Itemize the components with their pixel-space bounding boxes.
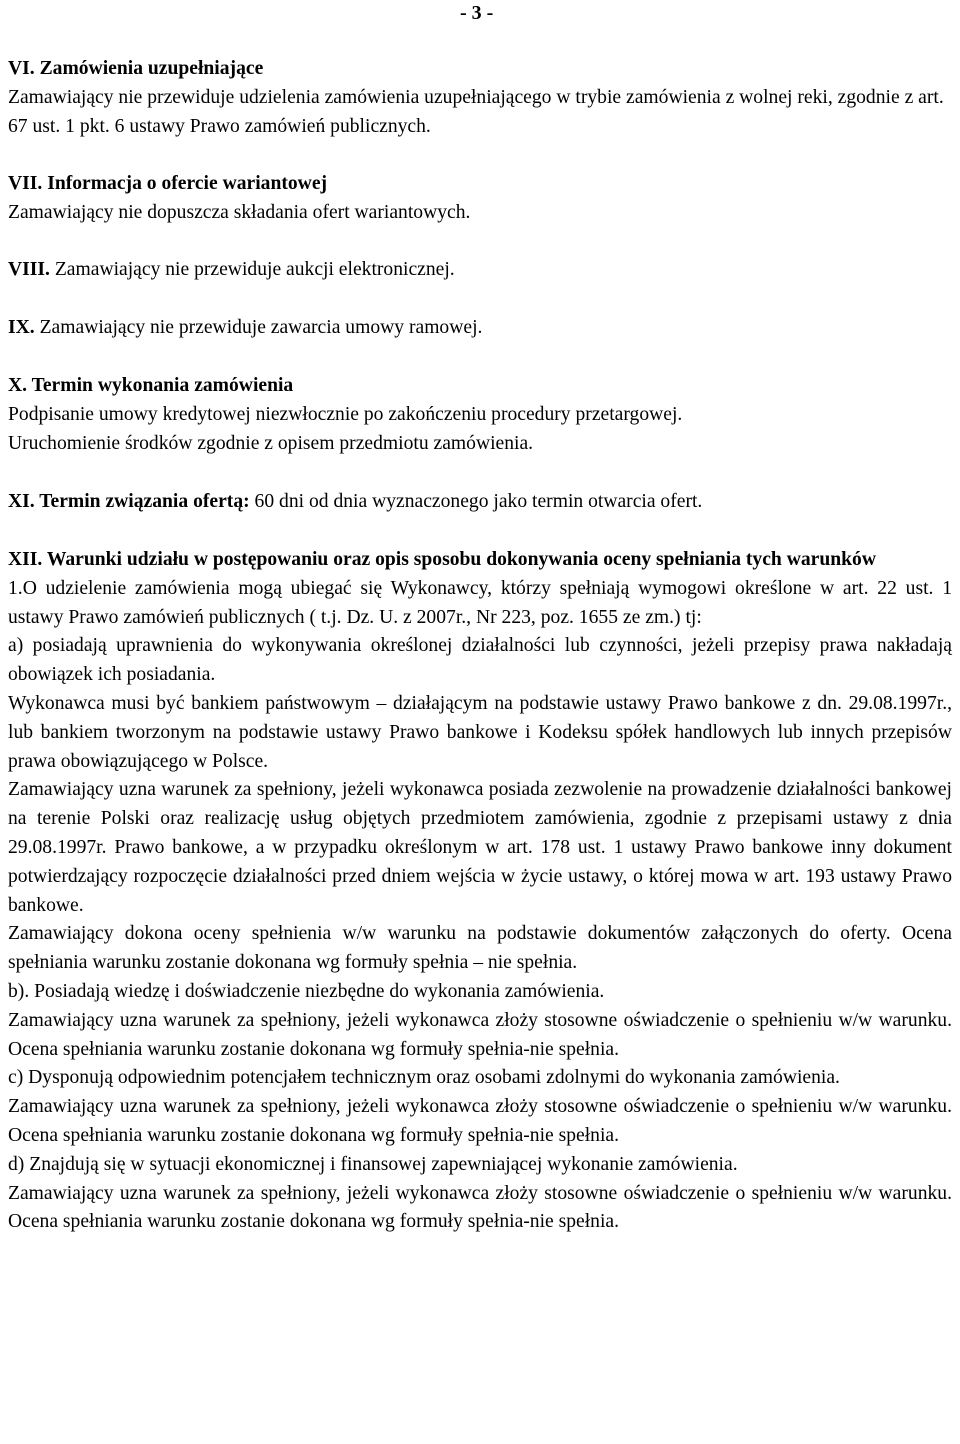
section-vi-heading: VI. Zamówienia uzupełniające [8,58,264,79]
section-xii-heading: XII. Warunki udziału w postępowaniu oraz opis sposobu dokonywania oceny spełniania tych warunków [8,549,876,570]
section-ix-text: Zamawiający nie przewiduje zawarcia umowy ramowej. [34,317,483,338]
section-viii-number: VIII. [8,259,50,280]
condition-c: c) Dysponują odpowiednim potencjałem technicznym oraz osobami zdolnymi do wykonania zamówienia. [8,1067,840,1089]
section-xi [8,488,952,517]
section-xi-heading: Termin związania ofertą: [34,491,250,512]
section-vii [8,170,952,228]
section-vii-heading: VII. Informacja o ofercie wariantowej [8,173,328,194]
section-x-heading: X. Termin wykonania zamówienia [8,375,294,396]
condition-a: a) posiadają uprawnienia do wykonywania określonej działalności lub czynności, jeżeli przepisy prawa nakładają obowiązek ich posiadania. [8,635,952,686]
section-x-line-1: Podpisanie umowy kredytowej niezwłocznie po zakończeniu procedury przetargowej. [8,403,683,425]
condition-c-assessment: Zamawiający uzna warunek za spełniony, jeżeli wykonawca złoży stosowne oświadczenie o spełnieniu w/w warunku. Ocena spełniania warunku zostanie dokonana wg formuły spełnia-nie spełnia. [8,1096,952,1146]
section-xii-intro: 1.O udzielenie zamówienia mogą ubiegać się Wykonawcy, którzy spełniają wymogowi określone w art. 22 ust. 1 ustawy Prawo zamówień publicznych ( t.j. Dz. U. z 2007r., Nr 223, poz. 1655 ze zm.) tj: [8,577,952,628]
condition-d: d) Znajdują się w sytuacji ekonomicznej i finansowej zapewniającej wykonanie zamówienia. [8,1153,738,1175]
condition-a-assessment: Zamawiający dokona oceny spełnienia w/w warunku na podstawie dokumentów załączonych do oferty. Ocena spełniania warunku zostanie dokonana wg formuły spełnia – nie spełnia. [8,923,952,974]
page-number: - 3 - [460,2,494,24]
section-ix-number: IX. [8,317,35,338]
condition-d-assessment: Zamawiający uzna warunek za spełniony, jeżeli wykonawca złoży stosowne oświadczenie o spełnieniu w/w warunku. Ocena spełniania warunku zostanie dokonana wg formuły spełnia-nie spełnia. [8,1182,952,1233]
section-vii-text: Zamawiający nie dopuszcza składania ofert wariantowych. [8,201,471,223]
condition-a-bank-requirement: Wykonawca musi być bankiem państwowym – działającym na podstawie ustawy Prawo bankowe z dn. 29.08.1997r., lub bankiem tworzonym na podstawie ustawy Prawo bankowe i Kodeksu spółek handlowych lub innych przepisów prawa obowiązującego w Polsce. [8,692,952,772]
section-viii-text: Zamawiający nie przewiduje aukcji elektronicznej. [49,259,455,280]
section-x-line-2: Uruchomienie środków zgodnie z opisem przedmiotu zamówienia. [8,432,534,454]
section-vi-text: Zamawiający nie przewiduje udzielenia zamówienia uzupełniającego w trybie zamówienia z wolnej reki, zgodnie z art. 67 ust. 1 pkt. 6 ustawy Prawo zamówień publicznych. [8,86,944,137]
condition-b-assessment: Zamawiający uzna warunek za spełniony, jeżeli wykonawca złoży stosowne oświadczenie o spełnieniu w/w warunku. Ocena spełniania warunku zostanie dokonana wg formuły spełnia-nie spełnia. [8,1009,952,1060]
section-ix [8,314,952,343]
section-x [8,372,952,458]
section-xi-text: 60 dni od dnia wyznaczonego jako termin otwarcia ofert. [249,491,703,512]
section-xii [8,546,952,1237]
section-viii [8,256,952,285]
condition-b: b). Posiadają wiedzę i doświadczenie niezbędne do wykonania zamówienia. [8,980,605,1002]
condition-a-fulfilment: Zamawiający uzna warunek za spełniony, jeżeli wykonawca posiada zezwolenie na prowadzenie działalności bankowej na terenie Polski oraz realizację usług objętych przedmiotem zamówienia, zgodnie z przepisami ustawy z dnia 29.08.1997r. Prawo bankowe, a w przypadku określonym w art. 178 ust. 1 ustawy Prawo bankowe inny dokument potwierdzający rozpoczęcie działalności przed dniem wejścia w życie ustawy, o której mowa w art. 193 ustawy Prawo bankowe. [8,779,952,916]
section-vi [8,55,952,141]
section-xi-number: XI. [8,491,35,512]
